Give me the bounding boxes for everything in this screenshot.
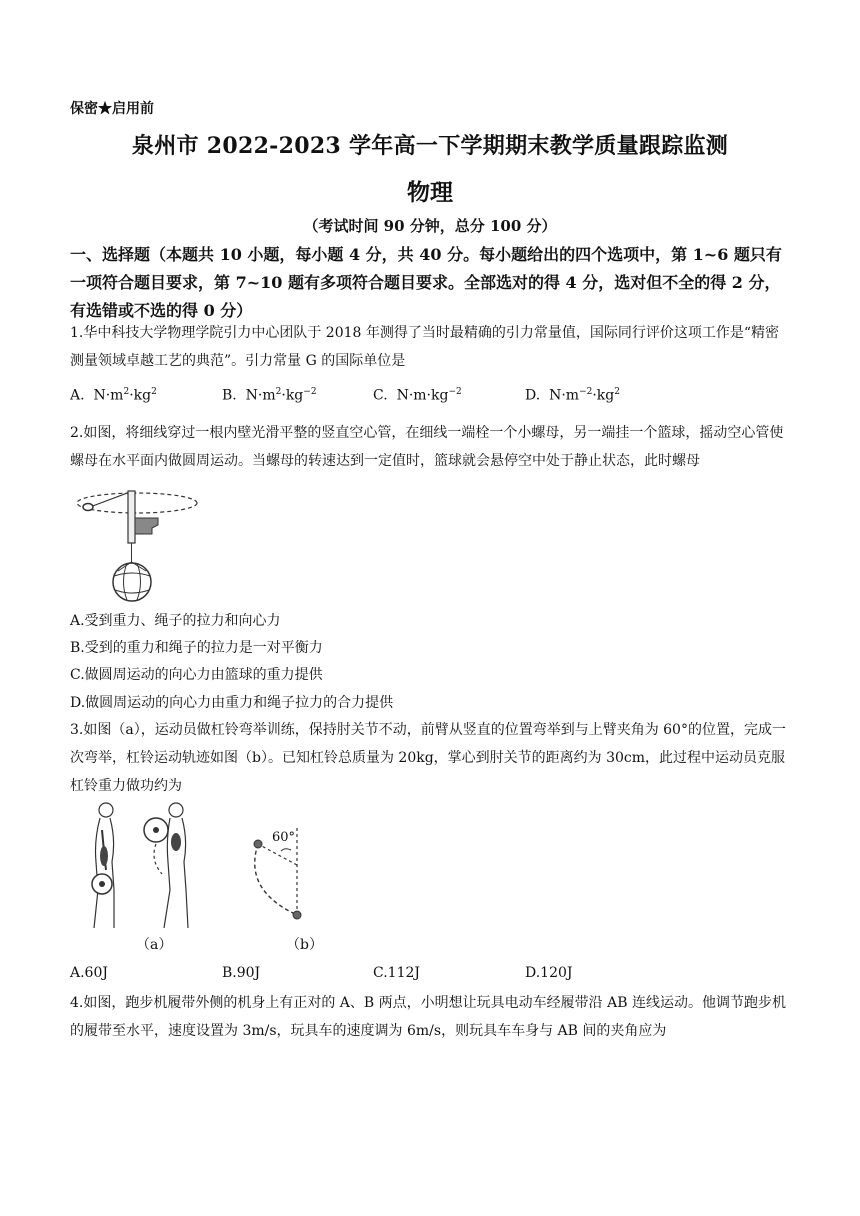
q1-option-c: C. $N\cdot m\cdot kg^{-2}$ bbox=[373, 387, 462, 404]
question-3-text: 3.如图（a），运动员做杠铃弯举训练，保持肘关节不动，前臂从竖直的位置弯举到与上臂夹角为 60°的位置，完成一次弯举，杠铃运动轨迹如图（b）。已知杠铃总质量为 20kg，掌心到肘关节的距离约为 30cm，此过程中运动员克服杠铃重力做功约为 bbox=[70, 722, 786, 794]
q2-option-d: D.做圆周运动的向心力由重力和绳子拉力的合力提供 bbox=[70, 695, 394, 711]
q1-option-a: A. $N\cdot m^2\cdot kg^2$ bbox=[70, 387, 157, 404]
hand-icon bbox=[135, 518, 158, 534]
question-4-text: 4.如图，跑步机履带外侧的机身上有正对的 A、B 两点，小明想让玩具电动车经履带沿 AB 连线运动。他调节跑步机的履带至水平，速度设置为 3m/s，玩具车的速度调为 6m/s，则玩具车车身与 AB 间的夹角应为 bbox=[70, 995, 786, 1039]
question-2-text: 2.如图，将细线穿过一根内壁光滑平整的竖直空心管，在细线一端栓一个小螺母，另一端挂一个篮球，摇动空心管使螺母在水平面内做圆周运动。当螺母的转速达到一定值时，篮球就会悬停空中处于静止状态，此时螺母 bbox=[70, 425, 784, 469]
exam-title: 泉州市 2022-2023 学年高一下学期期末教学质量跟踪监测 bbox=[131, 133, 729, 159]
q3-option-a: A.60J bbox=[70, 965, 108, 981]
q3-option-c: C.112J bbox=[373, 965, 420, 981]
athlete-curl-figure bbox=[80, 800, 210, 935]
figure-a-label: （a） bbox=[136, 937, 173, 953]
subject-title: 物理 bbox=[407, 179, 453, 206]
tube-and-basketball-figure bbox=[72, 478, 202, 608]
section-heading: 一、选择题（本题共 10 小题，每小题 4 分，共 40 分。每小题给出的四个选项中，第 1~6 题只有一项符合题目要求，第 7~10 题有多项符合题目要求。全部选对的得 4 分，选对但不全的得 2 分，有选错或不选的得 0 分） bbox=[70, 245, 782, 320]
q3-option-d: D.120J bbox=[525, 965, 573, 981]
q2-option-a: A.受到重力、绳子的拉力和向心力 bbox=[70, 613, 281, 629]
q2-option-b: B.受到的重力和绳子的拉力是一对平衡力 bbox=[70, 640, 323, 656]
q1-option-b: B. $N\cdot m^2\cdot kg^{-2}$ bbox=[222, 387, 317, 404]
hollow-tube bbox=[128, 491, 135, 543]
nut-icon bbox=[83, 504, 93, 511]
angle-label: 60° bbox=[272, 830, 296, 845]
exam-time-info: （考试时间 90 分钟，总分 100 分） bbox=[303, 217, 557, 235]
q1-option-d: D. $N\cdot m^{-2}\cdot kg^2$ bbox=[525, 387, 620, 404]
basketball-icon bbox=[113, 563, 151, 601]
question-1-text: 1.华中科技大学物理学院引力中心团队于 2018 年测得了当时最精确的引力常量值，国际同行评价这项工作是“精密测量领域卓越工艺的典范”。引力常量 G 的国际单位是 bbox=[70, 325, 780, 369]
figure-b-label: （b） bbox=[286, 937, 323, 953]
q3-option-b: B.90J bbox=[222, 965, 261, 981]
q2-option-c: C.做圆周运动的向心力由篮球的重力提供 bbox=[70, 667, 323, 683]
confidential-label: 保密★启用前 bbox=[70, 101, 154, 117]
